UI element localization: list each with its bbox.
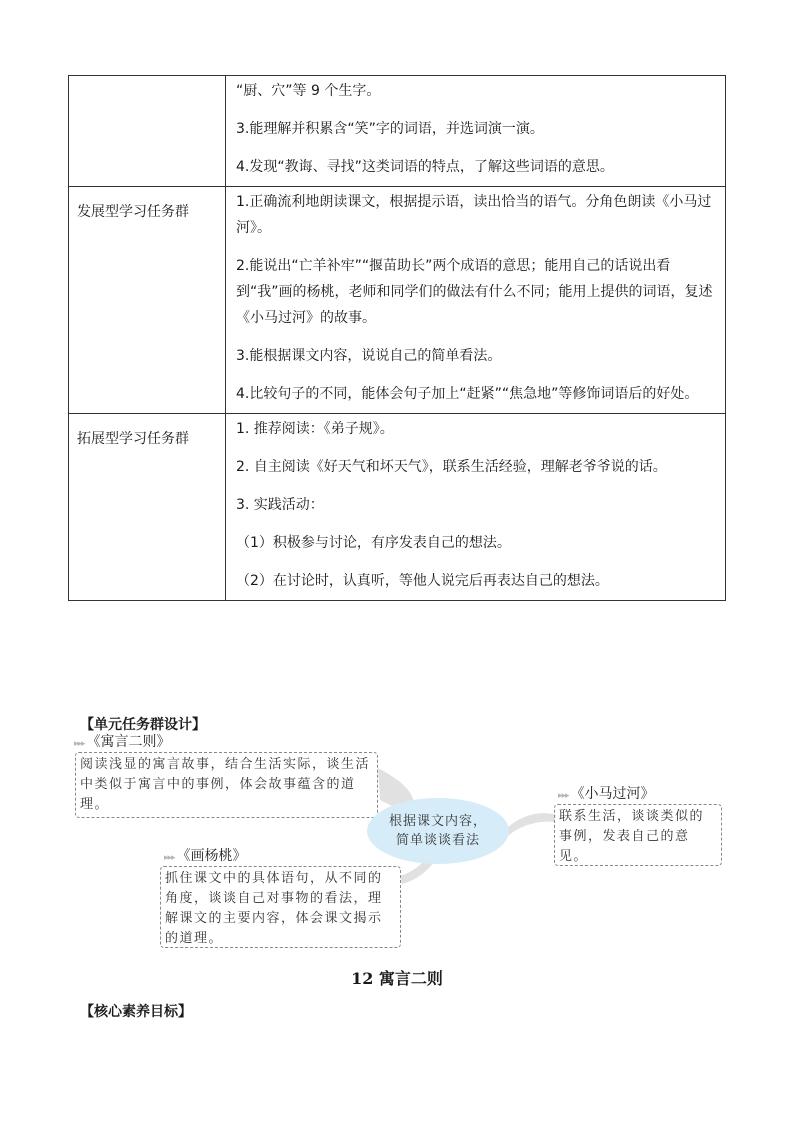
arrow-icon: ▸▸▸	[164, 853, 175, 863]
lesson-title: 12 寓言二则	[351, 969, 443, 988]
list-item: 4.比较句子的不同，能体会句子加上“赶紧”“焦急地”等修饰词语后的好处。	[236, 386, 699, 402]
mindmap-center	[367, 798, 509, 864]
node-title-pony: ▸▸▸ 《小马过河》	[558, 786, 655, 802]
list-item: （2）在讨论时，认真听，等他人说完后再表达自己的想法。	[236, 573, 609, 589]
row-label: 拓展型学习任务群	[69, 414, 226, 601]
unit-task-heading: 【单元任务群设计】	[80, 717, 206, 733]
node-title-fables: ▸▸▸ 《寓言二则》	[74, 734, 171, 750]
list-item: 3.能根据课文内容，说说自己的简单看法。	[236, 348, 502, 364]
core-goals-heading: 【核心素养目标】	[80, 1004, 192, 1020]
list-item: 3. 实践活动：	[236, 497, 324, 513]
list-item: 1.正确流利地朗读课文，根据提示语，读出恰当的语气。分角色朗读《小马过河》。	[236, 194, 712, 236]
list-item: “厨、穴”等 9 个生字。	[236, 83, 381, 99]
node-box-peach: 抓住课文中的具体语句，从不同的角度，谈谈自己对事物的看法，理解课文的主要内容，体会课文揭示的道理。	[160, 866, 401, 948]
center-line: 根据课文内容，	[388, 814, 487, 829]
list-item: 2. 自主阅读《好天气和坏天气》，联系生活经验，理解老爷爷说的话。	[236, 459, 667, 475]
center-line: 简单谈谈看法	[395, 833, 480, 848]
list-item: 2.能说出“亡羊补牢”“揠苗助长”两个成语的意思；能用自己的话说出看到“我”画的杨桃，老师和同学们的做法有什么不同；能用上提供的词语，复述《小马过河》的故事。	[236, 258, 713, 326]
arrow-icon: ▸▸▸	[558, 791, 569, 801]
list-item: 1. 推荐阅读：《弟子规》。	[236, 421, 394, 437]
list-item: 4.发现“教诲、寻找”这类词语的特点，了解这些词语的意思。	[236, 159, 614, 175]
node-box-fables: 阅读浅显的寓言故事，结合生活实际，谈生活中类似于寓言中的事例，体会故事蕴含的道理。	[75, 752, 378, 818]
node-title-peach: ▸▸▸ 《画杨桃》	[164, 848, 247, 864]
arrow-icon: ▸▸▸	[74, 739, 85, 749]
list-item: 3.能理解并积累含“笑”字的词语，并选词演一演。	[236, 121, 544, 137]
list-item: （1）积极参与讨论，有序发表自己的想法。	[236, 535, 511, 551]
row-label: 发展型学习任务群	[69, 187, 226, 414]
node-box-pony: 联系生活，谈谈类似的事例，发表自己的意见。	[554, 804, 722, 866]
